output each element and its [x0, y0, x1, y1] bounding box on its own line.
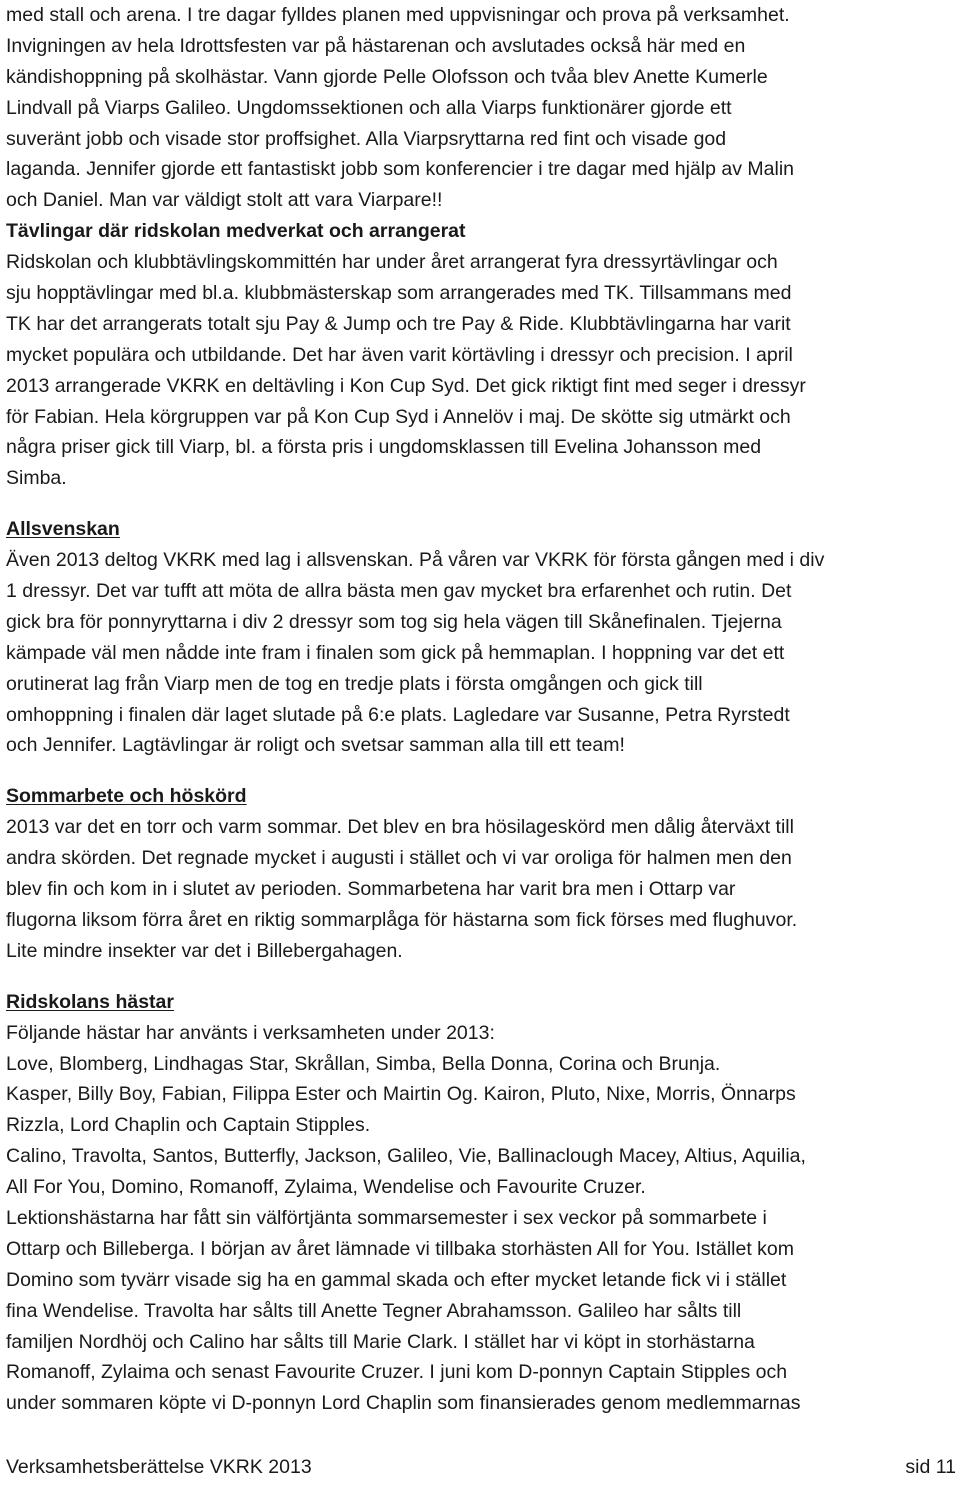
- text-line: laganda. Jennifer gjorde ett fantastiskt jobb som konferencier i tre dagar med hjälp av Malin: [6, 158, 795, 181]
- text-line: gick bra för ponnyryttarna i div 2 dressyr som tog sig hela vägen till Skånefinalen. Tjejerna: [6, 610, 782, 633]
- page-footer: [6, 1452, 956, 1482]
- section-heading: Sommarbete och höskörd: [6, 785, 247, 808]
- text-line: Simba.: [6, 467, 67, 490]
- text-line: suveränt jobb och visade stor proffsighet. Alla Viarpsryttarna red fint och visade god: [6, 127, 727, 150]
- text-line: 1 dressyr. Det var tufft att möta de allra bästa men gav mycket bra erfarenhet och rutin. Det: [6, 580, 792, 603]
- text-line: familjen Nordhöj och Calino har sålts till Marie Clark. I stället har vi köpt in storhästarna: [6, 1330, 755, 1353]
- text-line: Lektionshästarna har fått sin välförtjänta sommarsemester i sex veckor på sommarbete i: [6, 1206, 767, 1229]
- section-heading: Allsvenskan: [6, 518, 120, 541]
- page-number: sid 11: [905, 1456, 956, 1478]
- section-allsvenskan: [6, 514, 956, 761]
- section-heading: Tävlingar där ridskolan medverkat och arrangerat: [6, 220, 466, 243]
- text-line: Följande hästar har använts i verksamheten under 2013:: [6, 1021, 495, 1044]
- text-line: Ridskolan och klubbtävlingskommittén har under året arrangerat fyra dressyrtävlingar och: [6, 251, 778, 274]
- text-line: kämpade väl men nådde inte fram i finalen som gick på hemmaplan. I hoppning var det ett: [6, 641, 785, 664]
- text-line: några priser gick till Viarp, bl. a första pris i ungdomsklassen till Evelina Johansson med: [6, 436, 762, 459]
- spacer: [6, 494, 956, 514]
- text-line: fina Wendelise. Travolta har sålts till Anette Tegner Abrahamsson. Galileo har sålts till: [6, 1299, 742, 1322]
- text-line: Lite mindre insekter var det i Billebergahagen.: [6, 939, 403, 962]
- text-line: för Fabian. Hela körgruppen var på Kon Cup Syd i Annelöv i maj. De skötte sig utmärkt och: [6, 405, 791, 428]
- text-line: Calino, Travolta, Santos, Butterfly, Jackson, Galileo, Vie, Ballinaclough Macey, Altius, Aquilia,: [6, 1145, 806, 1168]
- text-line: Invigningen av hela Idrottsfesten var på hästarenan och avslutades också här med en: [6, 34, 746, 57]
- section-heading: Ridskolans hästar: [6, 990, 174, 1013]
- text-line: Ottarp och Billeberga. I början av året lämnade vi tillbaka storhästen All for You. Istället kom: [6, 1237, 795, 1260]
- text-line: och Daniel. Man var väldigt stolt att vara Viarpare!!: [6, 189, 443, 212]
- text-line: Love, Blomberg, Lindhagas Star, Skrållan, Simba, Bella Donna, Corina och Brunja.: [6, 1052, 721, 1075]
- text-line: Domino som tyvärr visade sig ha en gammal skada och efter mycket letande fick vi i stället: [6, 1268, 787, 1291]
- footer-title: Verksamhetsberättelse VKRK 2013: [6, 1456, 312, 1478]
- text-line: kändishoppning på skolhästar. Vann gjorde Pelle Olofsson och tvåa blev Anette Kumerle: [6, 65, 768, 88]
- text-line: TK har det arrangerats totalt sju Pay & Jump och tre Pay & Ride. Klubbtävlingarna har varit: [6, 312, 791, 335]
- text-line: flugorna liksom förra året en riktig sommarplåga för hästarna som fick förses med flughuvor.: [6, 908, 798, 931]
- text-line: All For You, Domino, Romanoff, Zylaima, Wendelise och Favourite Cruzer.: [6, 1176, 646, 1199]
- text-line: Romanoff, Zylaima och senast Favourite Cruzer. I juni kom D-ponnyn Captain Stipples och: [6, 1361, 788, 1384]
- spacer: [6, 967, 956, 987]
- text-line: med stall och arena. I tre dagar fylldes planen med uppvisningar och prova på verksamhet.: [6, 4, 790, 26]
- text-line: orutinerat lag från Viarp men de tog en tredje plats i första omgången och gick till: [6, 672, 703, 695]
- text-line: omhoppning i finalen där laget slutade på 6:e plats. Lagledare var Susanne, Petra Ryrstedt: [6, 703, 790, 726]
- text-line: sju hopptävlingar med bl.a. klubbmästerskap som arrangerades med TK. Tillsammans med: [6, 282, 792, 305]
- text-line: Kasper, Billy Boy, Fabian, Filippa Ester och Mairtin Og. Kairon, Pluto, Nixe, Morris, Önnarps: [6, 1083, 796, 1106]
- text-line: 2013 var det en torr och varm sommar. Det blev en bra hösilageskörd men dålig återväxt till: [6, 816, 794, 839]
- text-line: Även 2013 deltog VKRK med lag i allsvenskan. På våren var VKRK för första gången med i div: [6, 549, 825, 572]
- text-line: 2013 arrangerade VKRK en deltävling i Kon Cup Syd. Det gick riktigt fint med seger i dressyr: [6, 374, 806, 397]
- document-body: [6, 0, 956, 1419]
- section-sommarbete: [6, 781, 956, 966]
- text-line: Rizzla, Lord Chaplin och Captain Stipples.: [6, 1114, 371, 1137]
- text-line: mycket populära och utbildande. Det har även varit körtävling i dressyr och precision. I april: [6, 343, 793, 366]
- spacer: [6, 761, 956, 781]
- section-tavlingar: [6, 216, 956, 494]
- text-line: och Jennifer. Lagtävlingar är roligt och svetsar samman alla till ett team!: [6, 734, 625, 757]
- text-line: blev fin och kom in i slutet av perioden. Sommarbetena har varit bra men i Ottarp var: [6, 878, 736, 901]
- text-line: Lindvall på Viarps Galileo. Ungdomssektionen och alla Viarps funktionärer gjorde ett: [6, 96, 732, 119]
- intro-paragraph: [6, 0, 956, 216]
- section-hastar: [6, 987, 956, 1419]
- text-line: under sommaren köpte vi D-ponnyn Lord Chaplin som finansierades genom medlemmarnas: [6, 1392, 801, 1415]
- text-line: andra skörden. Det regnade mycket i augusti i stället och vi var oroliga för halmen men den: [6, 847, 792, 870]
